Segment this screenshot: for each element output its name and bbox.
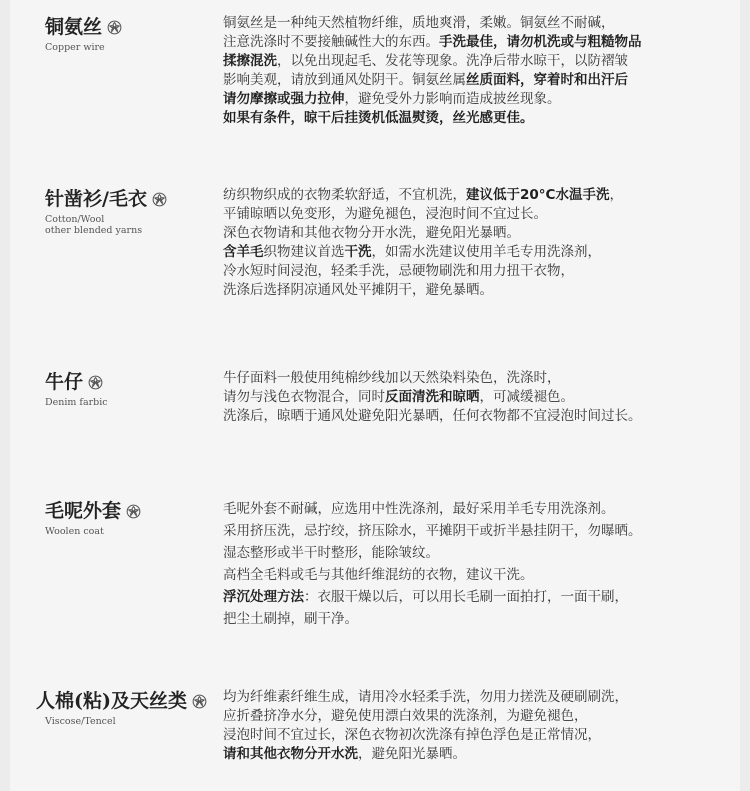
body-line	[223, 33, 723, 52]
section-title-text: 毛呢外套	[45, 500, 122, 522]
bold-text: 揉擦混洗	[223, 53, 277, 69]
flower-icon	[126, 504, 141, 519]
section-subtitle: Copper wire	[45, 42, 105, 53]
body-line	[223, 688, 723, 707]
text: 影响美观，请放到通风处阴干。铜氨丝属	[223, 72, 466, 88]
body-line	[223, 520, 723, 542]
text: 织物建议首选	[263, 244, 345, 260]
text: 均为纤维素纤维生成，请用冷水轻柔手洗，勿用力搓洗及硬刷刷洗，	[223, 689, 628, 705]
section-body	[223, 14, 723, 128]
bold-text: 请和其他衣物分开水洗	[223, 746, 358, 762]
section-title-text: 牛仔	[45, 371, 84, 393]
section-body	[223, 498, 723, 630]
section-title	[45, 186, 225, 212]
text: 把尘土刷掉，刷干净。	[223, 611, 358, 627]
body-line	[223, 52, 723, 71]
bold-text: 反面清洗和晾晒	[385, 389, 480, 405]
section-title	[45, 369, 225, 395]
text: 请勿与浅色衣物混合，同时	[223, 389, 385, 405]
flower-icon	[88, 375, 103, 390]
body-line	[223, 498, 723, 520]
body-line	[223, 205, 723, 224]
body-line	[223, 109, 723, 128]
section-subtitle	[45, 214, 225, 236]
bold-text: 浮沉处理方法	[223, 589, 304, 605]
text: 牛仔面料一般使用纯棉纱线加以天然染料染色，洗涤时，	[223, 370, 561, 386]
text: 铜氨丝是一种纯天然植物纤维，质地爽滑，柔嫩。铜氨丝不耐碱，	[223, 15, 615, 31]
section-title-text: 铜氨丝	[45, 16, 103, 38]
flower-icon	[192, 694, 207, 709]
body-line	[223, 224, 723, 243]
body-line	[223, 542, 723, 564]
body-line	[223, 388, 723, 407]
body-line	[223, 407, 723, 426]
text: 采用挤压洗，忌拧绞，挤压除水，平摊阴干或折半悬挂阴干，勿曝晒。	[223, 523, 642, 539]
text: 纺织物织成的衣物柔软舒适，不宜机洗，	[223, 187, 466, 203]
text: ，可减缓褪色。	[479, 389, 574, 405]
bold-text: 手洗最佳，请勿机洗或与粗糙物品	[439, 34, 642, 50]
subtitle-line: Cotton/Wool	[45, 214, 105, 225]
section-body	[223, 688, 723, 764]
subtitle-line: other blended yarns	[45, 225, 143, 236]
text: 注意洗涤时不要接触碱性大的东西。	[223, 34, 439, 50]
section-title	[45, 498, 225, 524]
section-body	[223, 369, 723, 426]
section-subtitle: Woolen coat	[45, 526, 104, 537]
body-line	[223, 281, 723, 300]
section-title	[36, 688, 216, 714]
bold-text: 建议低于20°C水温手洗	[466, 187, 610, 203]
flower-icon	[152, 192, 167, 207]
body-line	[223, 726, 723, 745]
body-line	[223, 564, 723, 586]
section-subtitle: Viscose/Tencel	[45, 716, 116, 727]
bold-text: 干洗	[344, 244, 372, 260]
text: 深色衣物请和其他衣物分开水洗，避免阳光暴晒。	[223, 225, 520, 241]
body-line	[223, 745, 723, 764]
text: 洗涤后选择阴凉通风处平摊阴干，避免暴晒。	[223, 282, 493, 298]
text: 毛呢外套不耐碱，应选用中性洗涤剂，最好采用羊毛专用洗涤剂。	[223, 501, 615, 517]
section-title	[45, 14, 225, 40]
text: 湿态整形或半干时整形，能除皱纹。	[223, 545, 439, 561]
body-line	[223, 90, 723, 109]
text: ，	[609, 187, 623, 203]
text: ：衣服干燥以后，可以用长毛刷一面拍打，一面干刷，	[304, 589, 628, 605]
text: ，避免受外力影响而造成披丝现象。	[344, 91, 561, 107]
section-title-text: 针凿衫/毛衣	[45, 188, 147, 210]
body-line	[223, 186, 723, 205]
bold-text: 请勿摩擦或强力拉伸	[223, 91, 345, 107]
bold-text: 丝质面料，穿着时和出汗后	[466, 72, 628, 88]
text: ，避免阳光暴晒。	[358, 746, 466, 762]
text: 应折叠挤净水分，避免使用漂白效果的洗涤剂，为避免褪色，	[223, 708, 588, 724]
section-title-text: 人棉(粘)及天丝类	[36, 690, 187, 712]
body-line	[223, 71, 723, 90]
bold-text: 含羊毛	[223, 244, 264, 260]
flower-icon	[107, 20, 122, 35]
body-line	[223, 369, 723, 388]
body-line	[223, 608, 723, 630]
section-subtitle: Denim farbic	[45, 397, 108, 408]
text: ，如需水洗建议使用羊毛专用洗涤剂，	[371, 244, 601, 260]
text: 平铺晾晒以免变形，为避免褪色，浸泡时间不宜过长。	[223, 206, 547, 222]
body-line	[223, 262, 723, 281]
body-line	[223, 586, 723, 608]
text: 冷水短时间浸泡，轻柔手洗，忌硬物刷洗和用力扭干衣物，	[223, 263, 574, 279]
care-guide-sheet	[10, 0, 740, 791]
body-line	[223, 243, 723, 262]
text: 高档全毛料或毛与其他纤维混纺的衣物，建议干洗。	[223, 567, 534, 583]
text: ，以免出现起毛、发花等现象。洗净后带水晾干，以防褶皱	[277, 53, 628, 69]
body-line	[223, 14, 723, 33]
section-body	[223, 186, 723, 300]
bold-text: 如果有条件，晾干后挂烫机低温熨烫，丝光感更佳。	[223, 110, 534, 126]
text: 浸泡时间不宜过长，深色衣物初次洗涤有掉色浮色是正常情况，	[223, 727, 601, 743]
body-line	[223, 707, 723, 726]
text: 洗涤后，晾晒于通风处避免阳光暴晒，任何衣物都不宜浸泡时间过长。	[223, 408, 642, 424]
